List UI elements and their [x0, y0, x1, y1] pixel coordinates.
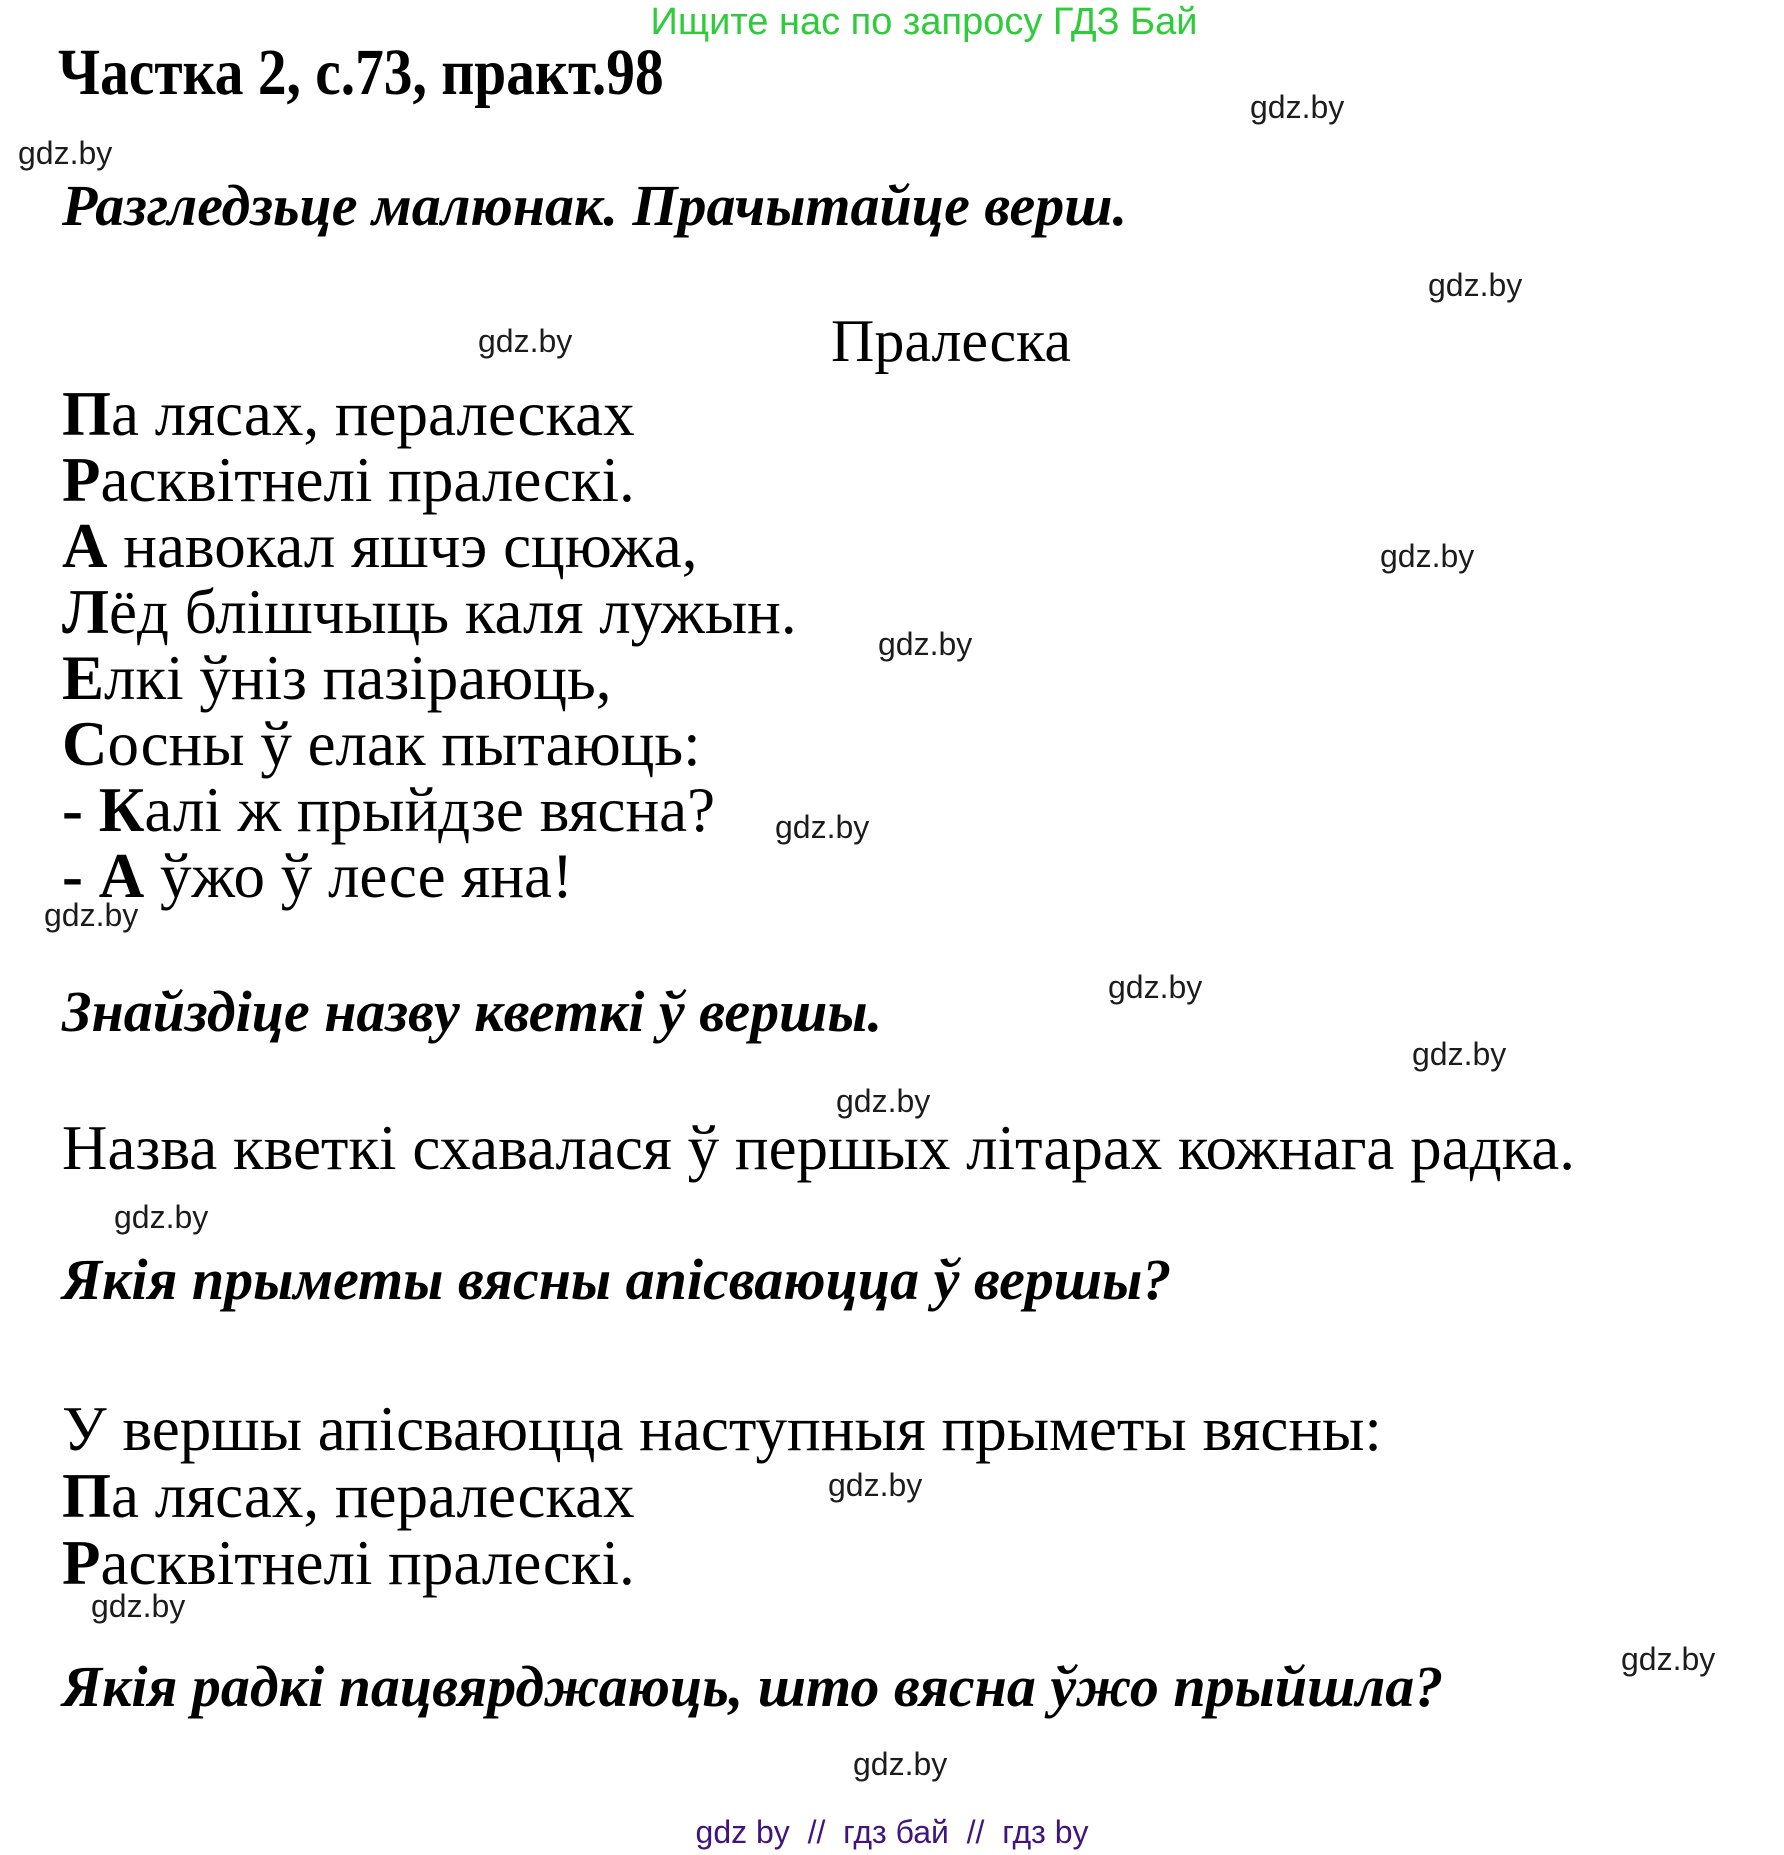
poem-line-text: асквітнелі пралескі. [100, 445, 635, 515]
poem-line [62, 381, 797, 447]
poem-line-text: навокал яшчэ сцюжа, [107, 511, 698, 581]
poem-line-text: алі ж прыйдзе вясна? [144, 775, 716, 845]
answer-spring-signs [62, 1396, 1382, 1597]
answer-flower-name: Назва кветкі схавалася ў першых літарах кожнага радка. [62, 1113, 1576, 1183]
answer-line-initial: Р [62, 1528, 101, 1598]
answer-quote-line [62, 1463, 1382, 1530]
question-flower-name: Знайздіце назву кветкі ў вершы. [62, 979, 883, 1044]
poem-line-dash: - [62, 775, 99, 845]
poem-line-initial: А [98, 841, 145, 911]
poem-line-text: ўжо ў лесе яна! [144, 841, 573, 911]
poem-line-initial: Е [62, 643, 105, 713]
watermark-gdz: gdz.by [478, 323, 573, 359]
watermark-gdz: gdz.by [853, 1746, 948, 1782]
poem-line-initial: П [62, 379, 112, 449]
question-spring-signs: Якія прыметы вясны апісваюцца ў вершы? [62, 1247, 1172, 1312]
watermark-gdz: gdz.by [1428, 267, 1523, 303]
poem-line-text: ёд блішчыць каля лужын. [108, 577, 797, 647]
watermark-gdz: gdz.by [91, 1588, 186, 1624]
answer-intro: У вершы апісваюцца наступныя прыметы вясны: [62, 1394, 1382, 1464]
poem-line [62, 447, 797, 513]
poem-line-text: осны ў елак пытаюць: [107, 709, 701, 779]
poem-line-initial: С [62, 709, 108, 779]
watermark-gdz: gdz.by [1380, 538, 1475, 574]
watermark-gdz: gdz.by [1250, 89, 1345, 125]
promo-banner: Ищите нас по запросу ГДЗ Бай [650, 1, 1198, 43]
poem [62, 381, 797, 909]
watermark-gdz: gdz.by [828, 1467, 923, 1503]
watermark-gdz: gdz.by [836, 1083, 931, 1119]
poem-title: Пралеска [831, 308, 1072, 374]
page-title: Частка 2, с.73, практ.98 [58, 36, 664, 109]
poem-line [62, 711, 797, 777]
watermark-gdz: gdz.by [44, 897, 139, 933]
poem-line [62, 843, 797, 909]
answer-quote-line [62, 1530, 1382, 1597]
poem-line-initial: Р [62, 445, 101, 515]
watermark-gdz: gdz.by [1621, 1641, 1716, 1677]
watermark-gdz: gdz.by [775, 809, 870, 845]
task-instruction: Разгледзьце малюнак. Прачытайце верш. [62, 173, 1128, 238]
watermark-gdz: gdz.by [18, 135, 113, 171]
poem-line-dash: - [62, 841, 99, 911]
poem-line [62, 777, 797, 843]
poem-line-text: а лясах, пералесках [111, 379, 635, 449]
poem-line [62, 645, 797, 711]
poem-line-initial: К [98, 775, 145, 845]
poem-line-initial: Л [62, 577, 109, 647]
footer-watermark: gdz by // гдз бай // гдз by [695, 1814, 1089, 1850]
question-spring-arrived: Якія радкі пацвярджаюць, што вясна ўжо прыйшла? [62, 1654, 1444, 1719]
poem-line [62, 513, 797, 579]
watermark-gdz: gdz.by [878, 626, 973, 662]
answer-line-text: а лясах, пералесках [111, 1461, 635, 1531]
poem-line [62, 579, 797, 645]
watermark-gdz: gdz.by [1412, 1036, 1507, 1072]
answer-line-text: асквітнелі пралескі. [100, 1528, 635, 1598]
answer-line-initial: П [62, 1461, 112, 1531]
watermark-gdz: gdz.by [1108, 969, 1203, 1005]
poem-line-text: лкі ўніз пазіраюць, [104, 643, 612, 713]
poem-line-initial: А [62, 511, 108, 581]
watermark-gdz: gdz.by [114, 1199, 209, 1235]
